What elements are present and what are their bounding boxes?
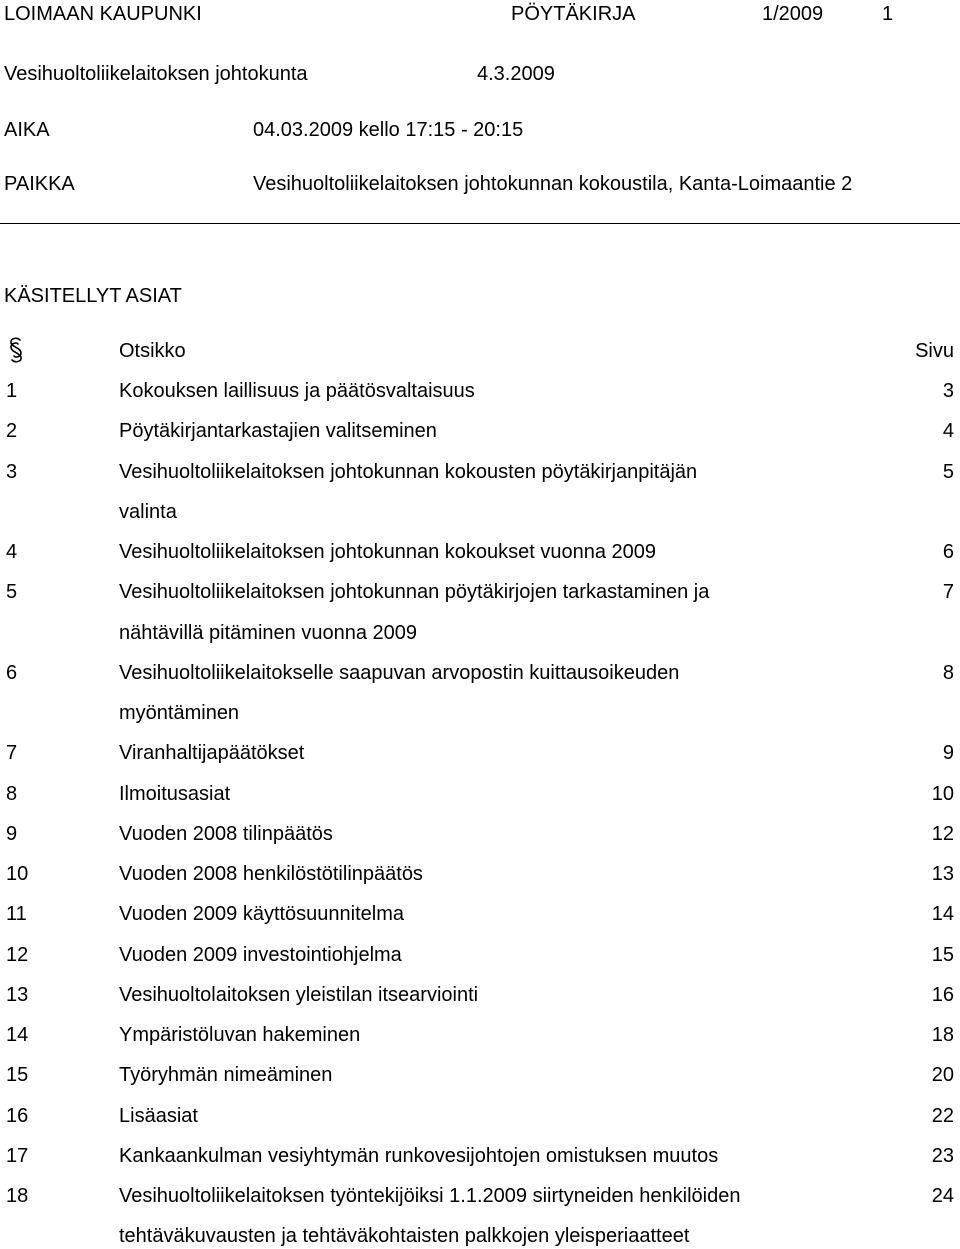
- time-label: AIKA: [4, 119, 50, 141]
- agenda-item-title: Vuoden 2008 tilinpäätös: [119, 822, 333, 845]
- column-title: Otsikko: [119, 340, 186, 362]
- meeting-date: 4.3.2009: [477, 63, 555, 85]
- agenda-item-title: Vuoden 2009 investointiohjelma: [119, 943, 402, 966]
- agenda-item-title: myöntäminen: [119, 702, 240, 724]
- agenda-item-title: Vesihuoltoliikelaitoksen johtokunnan kokoukset vuonna 2009: [119, 541, 657, 563]
- agenda-item-page: 8: [942, 661, 954, 684]
- agenda-item-number: 10: [6, 863, 29, 885]
- agenda-item-page: 12: [931, 822, 954, 845]
- agenda-item-title: Kokouksen laillisuus ja päätösvaltaisuus: [119, 380, 475, 402]
- city-name: LOIMAAN KAUPUNKI: [4, 3, 202, 25]
- agenda-item-title: Kankaankulman vesiyhtymän runkovesijohtojen omistuksen muutos: [119, 1144, 719, 1167]
- agenda-item-title: Vesihuoltoliikelaitokselle saapuvan arvopostin kuittausoikeuden: [119, 661, 680, 684]
- agenda-heading: KÄSITELLYT ASIAT: [4, 285, 182, 307]
- agenda-item-number: 1: [6, 380, 18, 402]
- agenda-item-number: 15: [6, 1064, 29, 1087]
- agenda-item-page: 24: [931, 1185, 954, 1207]
- agenda-item-title: Lisäasiat: [119, 1104, 198, 1127]
- agenda-item-page: 22: [931, 1104, 954, 1127]
- agenda-item-number: 13: [6, 983, 29, 1006]
- body-name: Vesihuoltoliikelaitoksen johtokunta: [4, 63, 308, 85]
- agenda-item-page: 9: [942, 742, 954, 765]
- agenda-item-number: 11: [6, 903, 27, 926]
- column-page: Sivu: [915, 340, 954, 362]
- agenda-item-page: 4: [942, 420, 954, 443]
- agenda-item-page: 10: [931, 782, 954, 805]
- agenda-item-page: 7: [942, 581, 954, 604]
- agenda-item-number: 2: [6, 420, 18, 443]
- agenda-item-number: 16: [6, 1104, 29, 1127]
- agenda-item-title: valinta: [119, 500, 177, 523]
- agenda-item-page: 15: [931, 943, 954, 966]
- agenda-item-title: Vesihuoltolaitoksen yleistilan itsearviointi: [119, 983, 479, 1006]
- agenda-item-title: Työryhmän nimeäminen: [119, 1064, 333, 1087]
- agenda-item-title: Pöytäkirjantarkastajien valitseminen: [119, 420, 437, 443]
- agenda-item-page: 13: [931, 863, 954, 885]
- page-number: 1: [882, 3, 894, 25]
- agenda-item-page: 18: [931, 1024, 954, 1046]
- section-sign-icon: [4, 336, 28, 364]
- agenda-item-page: 20: [931, 1064, 954, 1087]
- header-divider: [0, 223, 960, 224]
- place-value: Vesihuoltoliikelaitoksen johtokunnan kokoustila, Kanta-Loimaantie 2: [253, 173, 853, 195]
- agenda-item-number: 7: [6, 742, 18, 765]
- agenda-item-page: 6: [942, 541, 954, 563]
- agenda-item-title: Viranhaltijapäätökset: [119, 742, 305, 765]
- agenda-item-page: 14: [931, 903, 954, 926]
- agenda-item-page: 5: [942, 460, 954, 483]
- agenda-item-page: 16: [931, 983, 954, 1006]
- agenda-item-title: Ympäristöluvan hakeminen: [119, 1024, 361, 1046]
- agenda-item-page: 3: [942, 380, 954, 402]
- agenda-item-title: Vuoden 2008 henkilöstötilinpäätös: [119, 863, 423, 885]
- agenda-item-number: 17: [6, 1144, 29, 1167]
- agenda-item-number: 9: [6, 822, 18, 845]
- agenda-item-title: Vesihuoltoliikelaitoksen työntekijöiksi 1.1.2009 siirtyneiden henkilöiden: [119, 1185, 741, 1207]
- agenda-item-number: 18: [6, 1185, 29, 1207]
- agenda-item-number: 8: [6, 782, 18, 805]
- agenda-item-title: Vesihuoltoliikelaitoksen johtokunnan pöytäkirjojen tarkastaminen ja: [119, 581, 710, 604]
- agenda-item-title: nähtävillä pitäminen vuonna 2009: [119, 621, 417, 644]
- document-type: PÖYTÄKIRJA: [511, 3, 636, 25]
- agenda-item-title: Ilmoitusasiat: [119, 782, 231, 805]
- agenda-item-number: 4: [6, 541, 18, 563]
- agenda-item-title: Vesihuoltoliikelaitoksen johtokunnan kokousten pöytäkirjanpitäjän: [119, 460, 698, 483]
- time-value: 04.03.2009 kello 17:15 - 20:15: [253, 119, 524, 141]
- agenda-item-number: 5: [6, 581, 18, 604]
- agenda-item-number: 3: [6, 460, 18, 483]
- agenda-item-number: 6: [6, 661, 18, 684]
- agenda-item-title: tehtäväkuvausten ja tehtäväkohtaisten palkkojen yleisperiaatteet: [119, 1225, 690, 1248]
- agenda-item-title: Vuoden 2009 käyttösuunnitelma: [119, 903, 405, 926]
- document-number: 1/2009: [762, 3, 824, 25]
- agenda-item-page: 23: [931, 1144, 954, 1167]
- agenda-item-number: 12: [6, 943, 29, 966]
- agenda-item-number: 14: [6, 1024, 29, 1046]
- place-label: PAIKKA: [4, 173, 75, 195]
